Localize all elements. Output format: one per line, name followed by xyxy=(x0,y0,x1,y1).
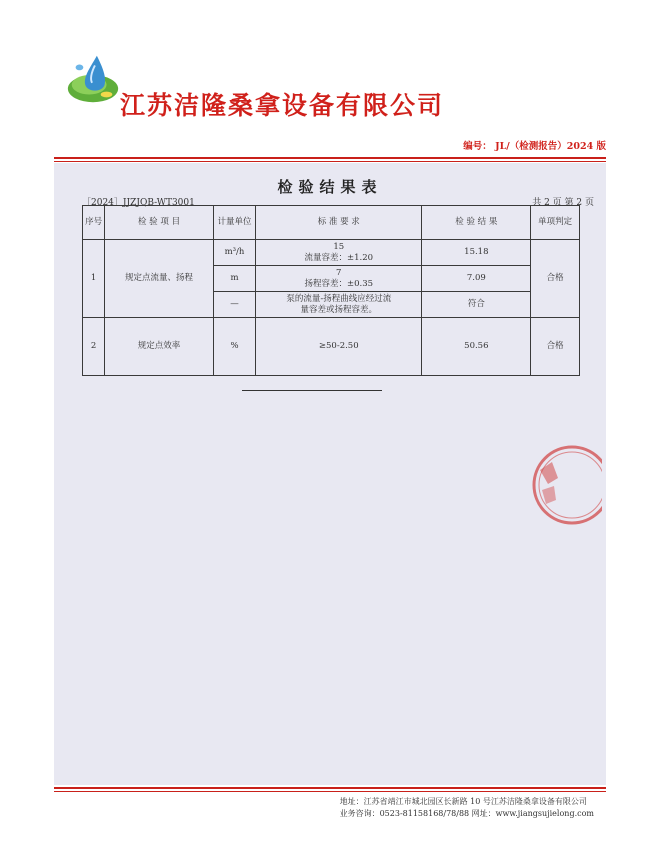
standard-text: 泵的流量-扬程曲线应经过流 xyxy=(286,293,392,304)
sheet-title: 检验结果表 xyxy=(277,178,383,196)
footer-info xyxy=(340,796,594,820)
footer-divider-thin xyxy=(54,791,606,792)
signature-line xyxy=(242,390,382,391)
page-info: 共 2 页 第 2 页 xyxy=(532,198,594,208)
row1-sub2-standard xyxy=(256,266,422,292)
header-divider-thin xyxy=(54,161,606,162)
row2-seq: 2 xyxy=(83,318,105,376)
standard-tolerance: 扬程容差：±0.35 xyxy=(304,278,374,289)
seal-stamp-icon xyxy=(512,440,602,530)
header-unit: 计量单位 xyxy=(213,206,255,240)
row2-verdict: 合格 xyxy=(531,318,580,376)
row1-seq: 1 xyxy=(83,240,105,318)
header-item: 检 验 项 目 xyxy=(105,206,214,240)
row2-standard: ≥50-2.50 xyxy=(256,318,422,376)
company-name: 江苏洁隆桑拿设备有限公司 xyxy=(120,91,445,120)
row1-sub2-result: 7.09 xyxy=(422,266,531,292)
row1-item: 规定点流量、扬程 xyxy=(105,240,214,318)
company-logo-icon xyxy=(64,50,122,108)
standard-value: 7 xyxy=(336,267,342,278)
company-contact: 业务咨询：0523-81158168/78/88 网址：www.jiangsujielong.com xyxy=(339,809,594,818)
header-divider xyxy=(54,157,606,159)
row1-sub1-standard xyxy=(256,240,422,266)
table-row xyxy=(83,318,580,376)
results-table xyxy=(82,205,580,376)
header-result: 检 验 结 果 xyxy=(422,206,531,240)
row1-verdict: 合格 xyxy=(531,240,580,318)
footer-divider xyxy=(54,787,606,789)
standard-value: 15 xyxy=(333,241,345,252)
header-seq: 序号 xyxy=(83,206,105,240)
company-address: 地址：江苏省靖江市城北园区长新路 10 号江苏洁隆桑拿设备有限公司 xyxy=(339,797,587,806)
row1-sub2-unit: m xyxy=(213,266,255,292)
report-number: ［2024］JJZJQB-WT3001 xyxy=(82,198,195,208)
standard-tolerance: 流量容差：±1.20 xyxy=(304,252,374,263)
row1-sub1-result: 15.18 xyxy=(422,240,531,266)
header-verdict: 单项判定 xyxy=(531,206,580,240)
document-number: 编号： JL/（检测报告）2024 版 xyxy=(463,141,606,152)
row1-sub3-result: 符合 xyxy=(422,292,531,318)
standard-text-cont: 量容差或扬程容差。 xyxy=(300,304,378,315)
row1-sub1-unit: m³/h xyxy=(213,240,255,266)
row1-sub3-unit: — xyxy=(213,292,255,318)
row2-unit: % xyxy=(213,318,255,376)
row2-item: 规定点效率 xyxy=(105,318,214,376)
table-row xyxy=(83,240,580,266)
table-header-row xyxy=(83,206,580,240)
row1-sub3-standard xyxy=(256,292,422,318)
row2-result: 50.56 xyxy=(422,318,531,376)
header-standard: 标 准 要 求 xyxy=(256,206,422,240)
